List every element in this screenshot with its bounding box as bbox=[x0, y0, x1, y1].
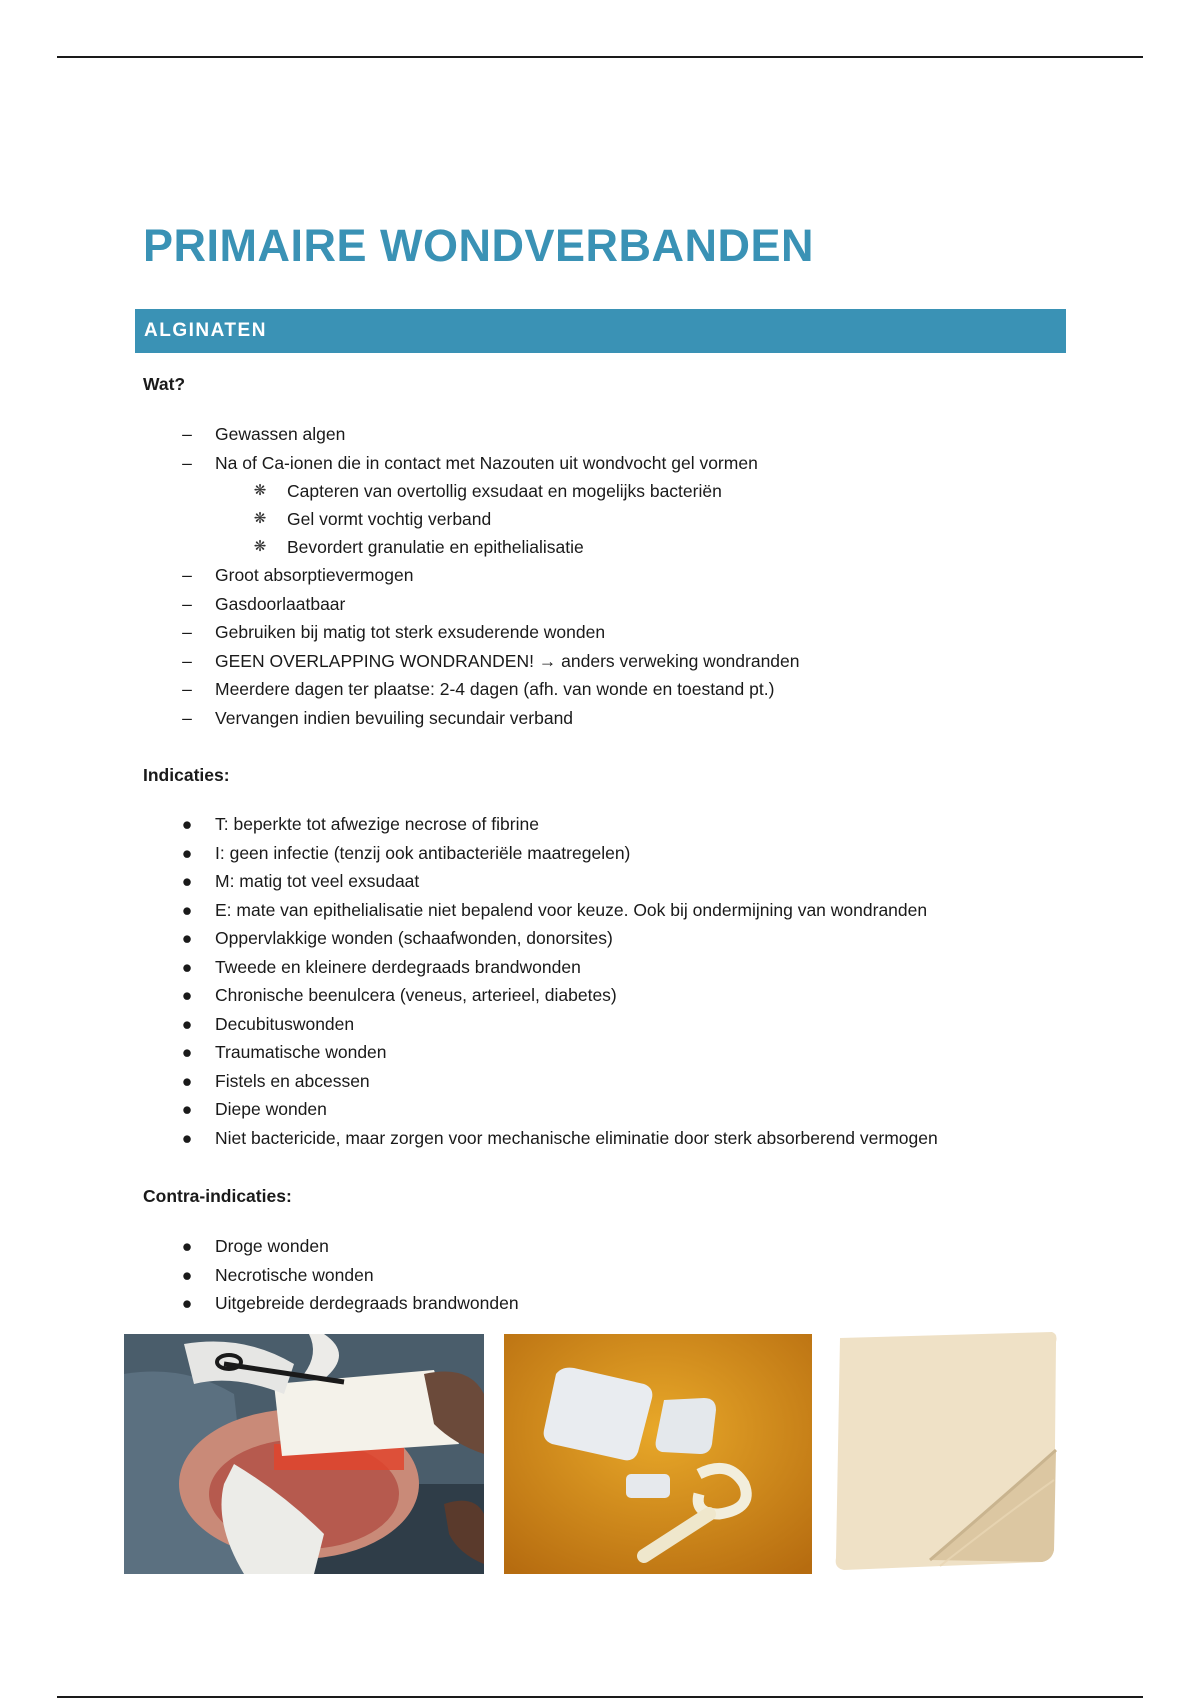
list-item: – Gewassen algen bbox=[0, 420, 800, 449]
bullet-icon: ● bbox=[181, 956, 193, 977]
sub-list-item: ❋ Bevordert granulatie en epithelialisatie bbox=[0, 533, 800, 561]
list-item: ● I: geen infectie (tenzij ook antibacteriële maatregelen) bbox=[0, 839, 938, 868]
list-item: ● Decubituswonden bbox=[0, 1010, 938, 1039]
bullet-icon: ● bbox=[181, 1293, 193, 1313]
list-item: ● M: matig tot veel exsudaat bbox=[0, 867, 938, 896]
dash-marker: – bbox=[182, 424, 192, 444]
asterisk-bullet-icon: ❋ bbox=[253, 510, 267, 527]
list-item: – GEEN OVERLAPPING WONDRANDEN! → anders verweking wondranden bbox=[0, 647, 800, 676]
sub-list-item: ❋ Capteren van overtollig exsudaat en mogelijks bacteriën bbox=[0, 477, 800, 505]
indicaties-list bbox=[0, 810, 938, 1152]
photo-dressing-application bbox=[124, 1334, 484, 1574]
page-title: PRIMAIRE WONDVERBANDEN bbox=[143, 220, 815, 271]
list-item: ● T: beperkte tot afwezige necrose of fibrine bbox=[0, 810, 938, 839]
photo-alginate-pad bbox=[830, 1330, 1070, 1574]
bullet-icon: ● bbox=[181, 1070, 193, 1091]
section-header-alginaten: ALGINATEN bbox=[135, 309, 1066, 353]
list-item: ● Droge wonden bbox=[0, 1232, 519, 1261]
list-item: ● Necrotische wonden bbox=[0, 1261, 519, 1290]
dash-marker: – bbox=[182, 622, 192, 642]
list-item: ● Chronische beenulcera (veneus, arterieel, diabetes) bbox=[0, 981, 938, 1010]
list-item: ● Tweede en kleinere derdegraads brandwonden bbox=[0, 953, 938, 982]
list-item: ● Traumatische wonden bbox=[0, 1038, 938, 1067]
bullet-icon: ● bbox=[181, 1042, 193, 1062]
bullet-icon: ● bbox=[181, 985, 193, 1005]
bullet-icon: ● bbox=[181, 1127, 193, 1148]
list-item: – Vervangen indien bevuiling secundair verband bbox=[0, 704, 800, 733]
footer-rule bbox=[57, 1696, 1143, 1698]
list-item: ● Diepe wonden bbox=[0, 1095, 938, 1124]
heading-indicaties: Indicaties: bbox=[143, 765, 230, 785]
list-item: – Na of Ca-ionen die in contact met Nazouten uit wondvocht gel vormen bbox=[0, 449, 800, 478]
dash-marker: – bbox=[182, 679, 192, 699]
bullet-icon: ● bbox=[181, 928, 193, 948]
bullet-icon: ● bbox=[181, 842, 193, 863]
asterisk-bullet-icon: ❋ bbox=[253, 482, 267, 499]
photo-alginate-products bbox=[504, 1334, 812, 1574]
dash-marker: – bbox=[182, 707, 192, 728]
asterisk-bullet-icon: ❋ bbox=[253, 538, 267, 555]
dash-marker: – bbox=[182, 565, 192, 585]
list-item: – Gasdoorlaatbaar bbox=[0, 590, 800, 619]
list-item: – Groot absorptievermogen bbox=[0, 561, 800, 590]
bullet-icon: ● bbox=[181, 814, 193, 834]
header-rule bbox=[57, 56, 1143, 58]
heading-wat: Wat? bbox=[143, 374, 186, 394]
bullet-icon: ● bbox=[181, 1013, 193, 1034]
list-item: – Gebruiken bij matig tot sterk exsuderende wonden bbox=[0, 618, 800, 647]
bullet-icon: ● bbox=[181, 899, 193, 920]
list-item: – Meerdere dagen ter plaatse: 2-4 dagen (afh. van wonde en toestand pt.) bbox=[0, 675, 800, 704]
sub-list-item: ❋ Gel vormt vochtig verband bbox=[0, 505, 800, 533]
bullet-icon: ● bbox=[181, 1099, 193, 1119]
contra-indicaties-list bbox=[0, 1232, 519, 1318]
dash-marker: – bbox=[182, 650, 192, 671]
list-item: ● Niet bactericide, maar zorgen voor mechanische eliminatie door sterk absorberend vermogen bbox=[0, 1124, 938, 1153]
dash-marker: – bbox=[182, 593, 192, 614]
list-item: ● E: mate van epithelialisatie niet bepalend voor keuze. Ook bij ondermijning van wondranden bbox=[0, 896, 938, 925]
heading-contra-indicaties: Contra-indicaties: bbox=[143, 1186, 292, 1206]
list-item: ● Uitgebreide derdegraads brandwonden bbox=[0, 1289, 519, 1318]
bullet-icon: ● bbox=[181, 1264, 193, 1285]
list-item: ● Fistels en abcessen bbox=[0, 1067, 938, 1096]
dash-marker: – bbox=[182, 452, 192, 473]
bullet-icon: ● bbox=[181, 871, 193, 891]
list-item: ● Oppervlakkige wonden (schaafwonden, donorsites) bbox=[0, 924, 938, 953]
wat-list bbox=[0, 420, 800, 732]
bullet-icon: ● bbox=[181, 1236, 193, 1256]
